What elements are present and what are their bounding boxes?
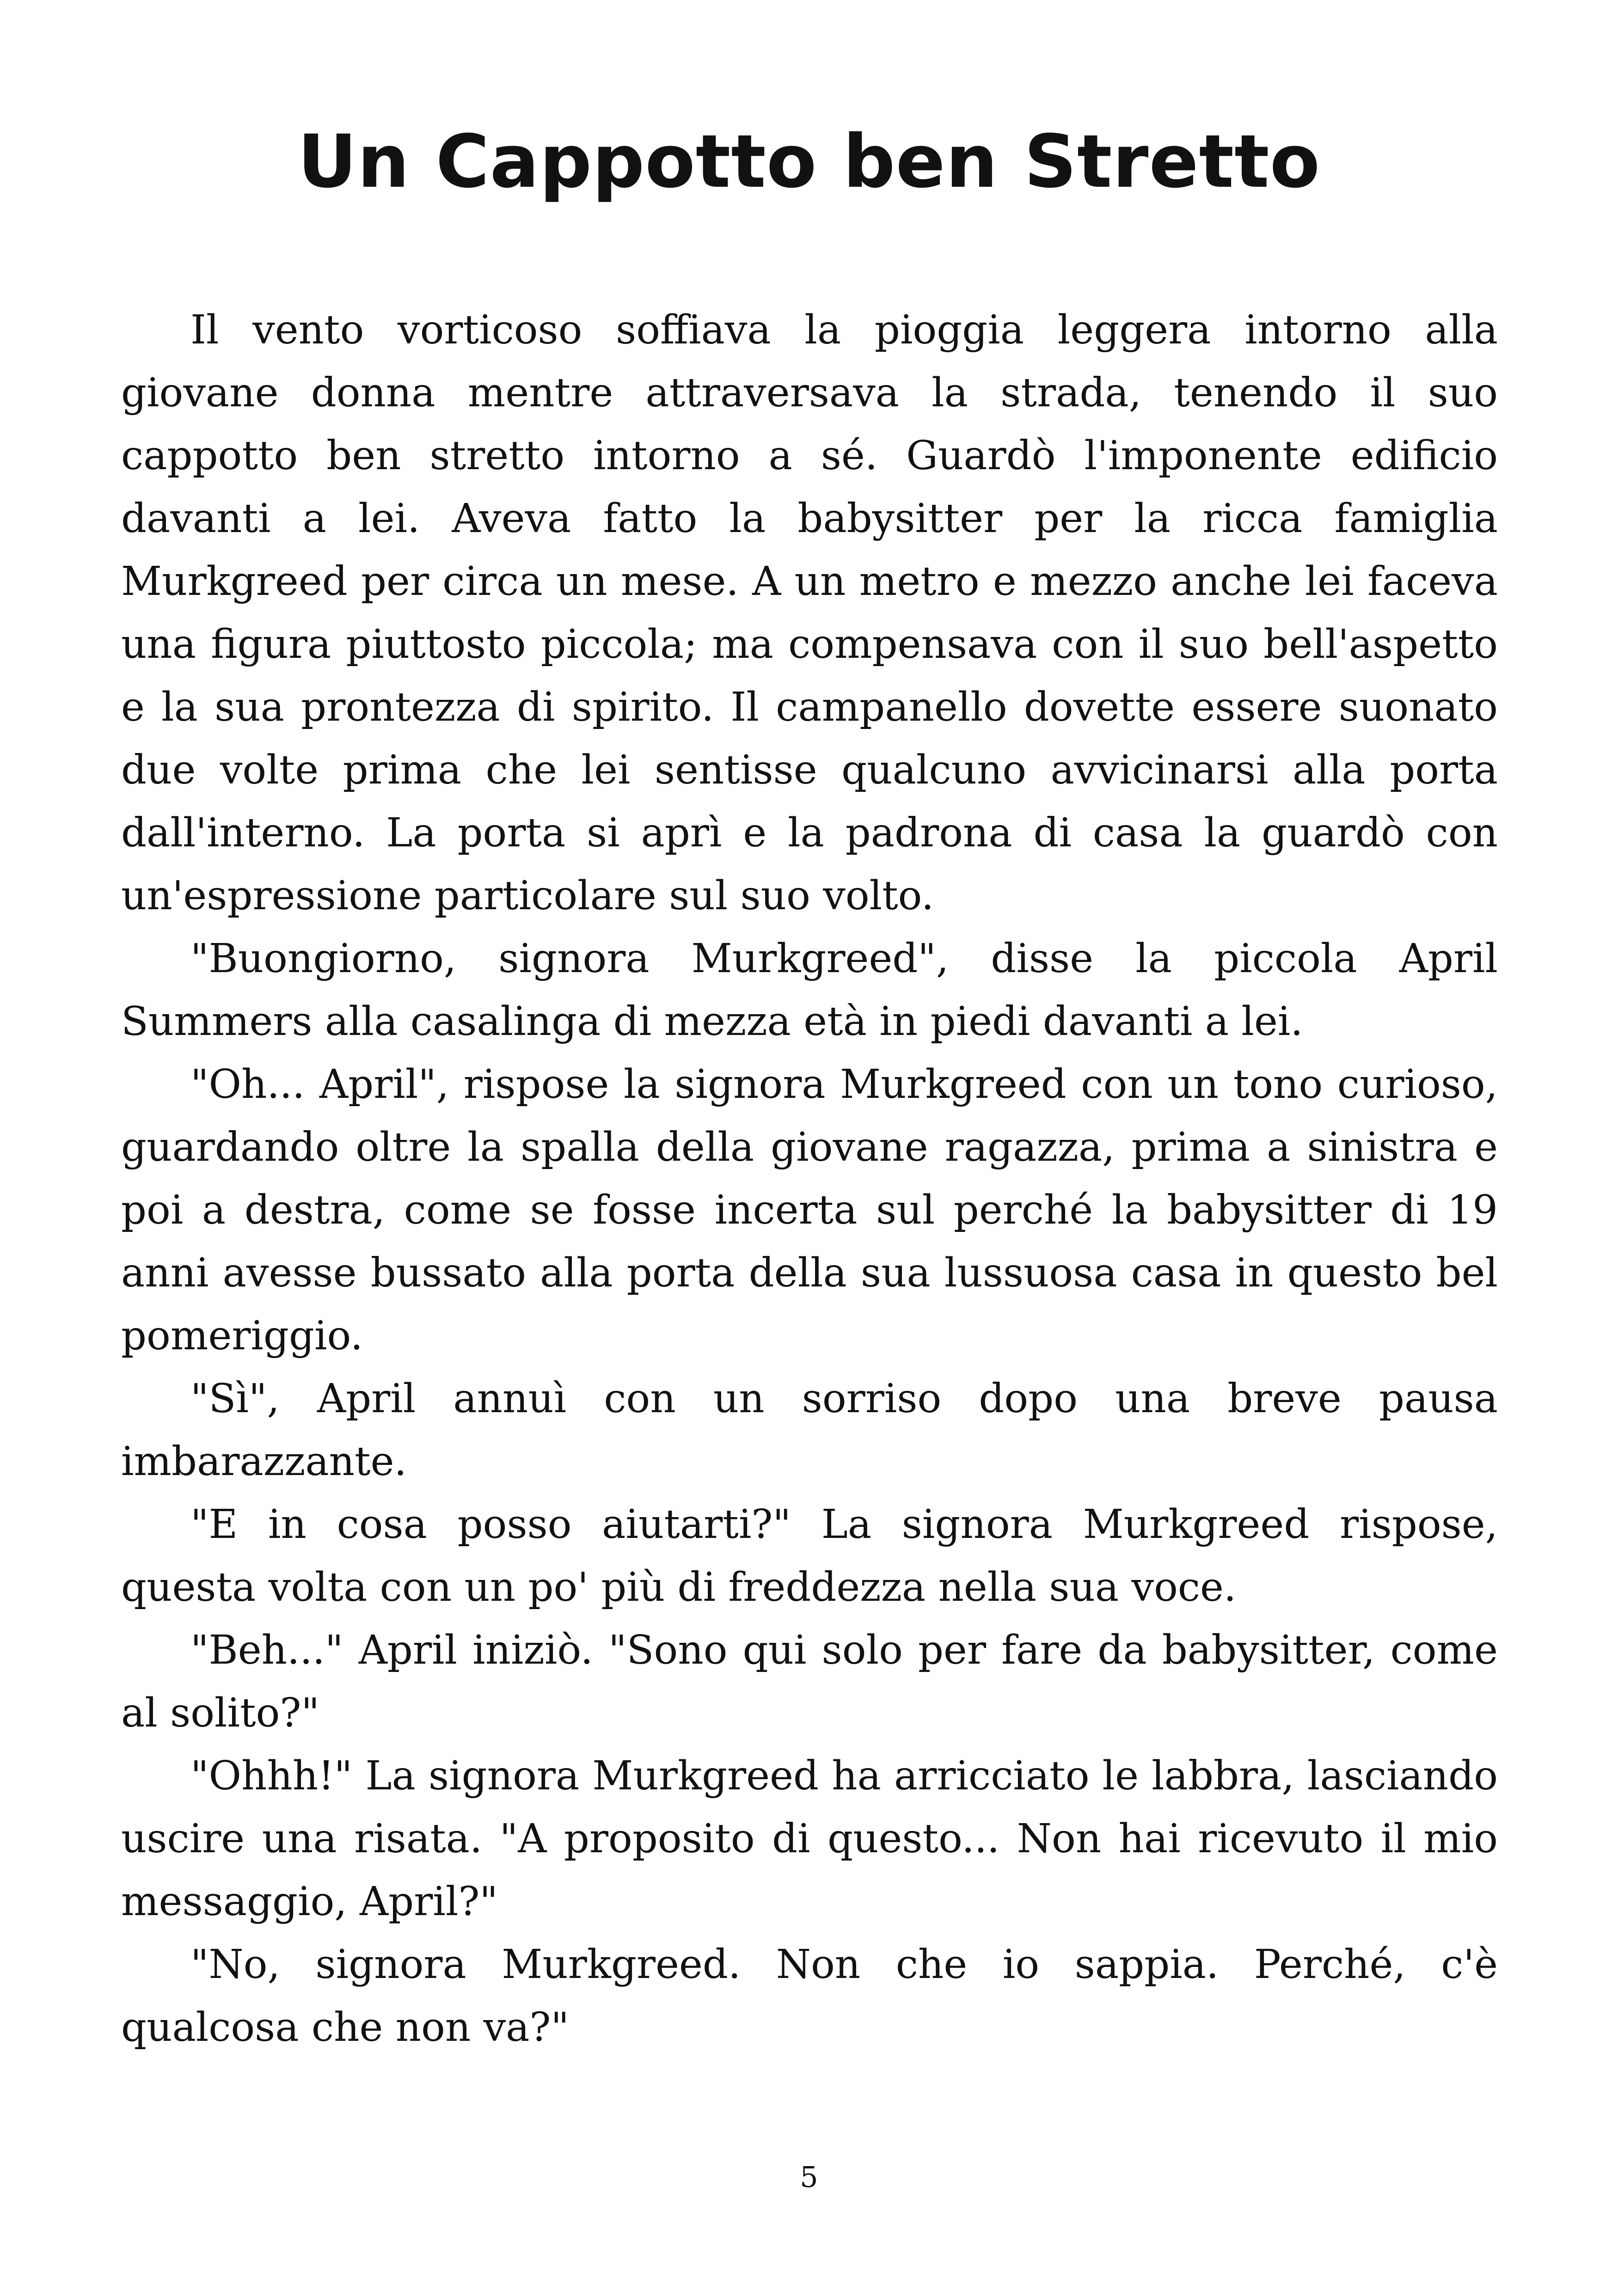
paragraph: "Oh... April", rispose la signora Murkgreed con un tono curioso, guardando oltre la spalla della giovane ragazza, prima a sinistra e poi a destra, come se fosse incerta sul perché la babysitter di 19 anni avesse bussato alla porta della sua lussuosa casa in questo bel pomeriggio. — [121, 1061, 1498, 1359]
paragraph: "Buongiorno, signora Murkgreed", disse la piccola April Summers alla casalinga di mezza età in piedi davanti a lei. — [121, 936, 1498, 1045]
paragraph: Il vento vorticoso soffiava la pioggia leggera intorno alla giovane donna mentre attraversava la strada, tenendo il suo cappotto ben stretto intorno a sé. Guardò l'imponente edificio davanti a lei. Aveva fatto la babysitter per la ricca famiglia Murkgreed per circa un mese. A un metro e mezzo anche lei faceva una figura piuttosto piccola; ma compensava con il suo bell'aspetto e la sua prontezza di spirito. Il campanello dovette essere suonato due volte prima che lei sentisse qualcuno avvicinarsi alla porta dall'interno. La porta si aprì e la padrona di casa la guardò con un'espressione particolare sul suo volto. — [121, 307, 1498, 919]
paragraph: "E in cosa posso aiutarti?" La signora Murkgreed rispose, questa volta con un po' più di freddezza nella sua voce. — [121, 1501, 1498, 1610]
chapter-title: Un Cappotto ben Stretto — [297, 119, 1321, 204]
paragraph: "Ohhh!" La signora Murkgreed ha arricciato le labbra, lasciando uscire una risata. "A proposito di questo... Non hai ricevuto il mio messaggio, April?" — [121, 1753, 1498, 1925]
page-number: 5 — [800, 2160, 818, 2194]
paragraph: "Beh..." April iniziò. "Sono qui solo per fare da babysitter, come al solito?" — [121, 1627, 1498, 1736]
paragraph: "Sì", April annuì con un sorriso dopo una breve pausa imbarazzante. — [121, 1376, 1498, 1485]
chapter-body — [121, 299, 1498, 2059]
paragraph: "No, signora Murkgreed. Non che io sappia. Perché, c'è qualcosa che non va?" — [121, 1941, 1498, 2051]
